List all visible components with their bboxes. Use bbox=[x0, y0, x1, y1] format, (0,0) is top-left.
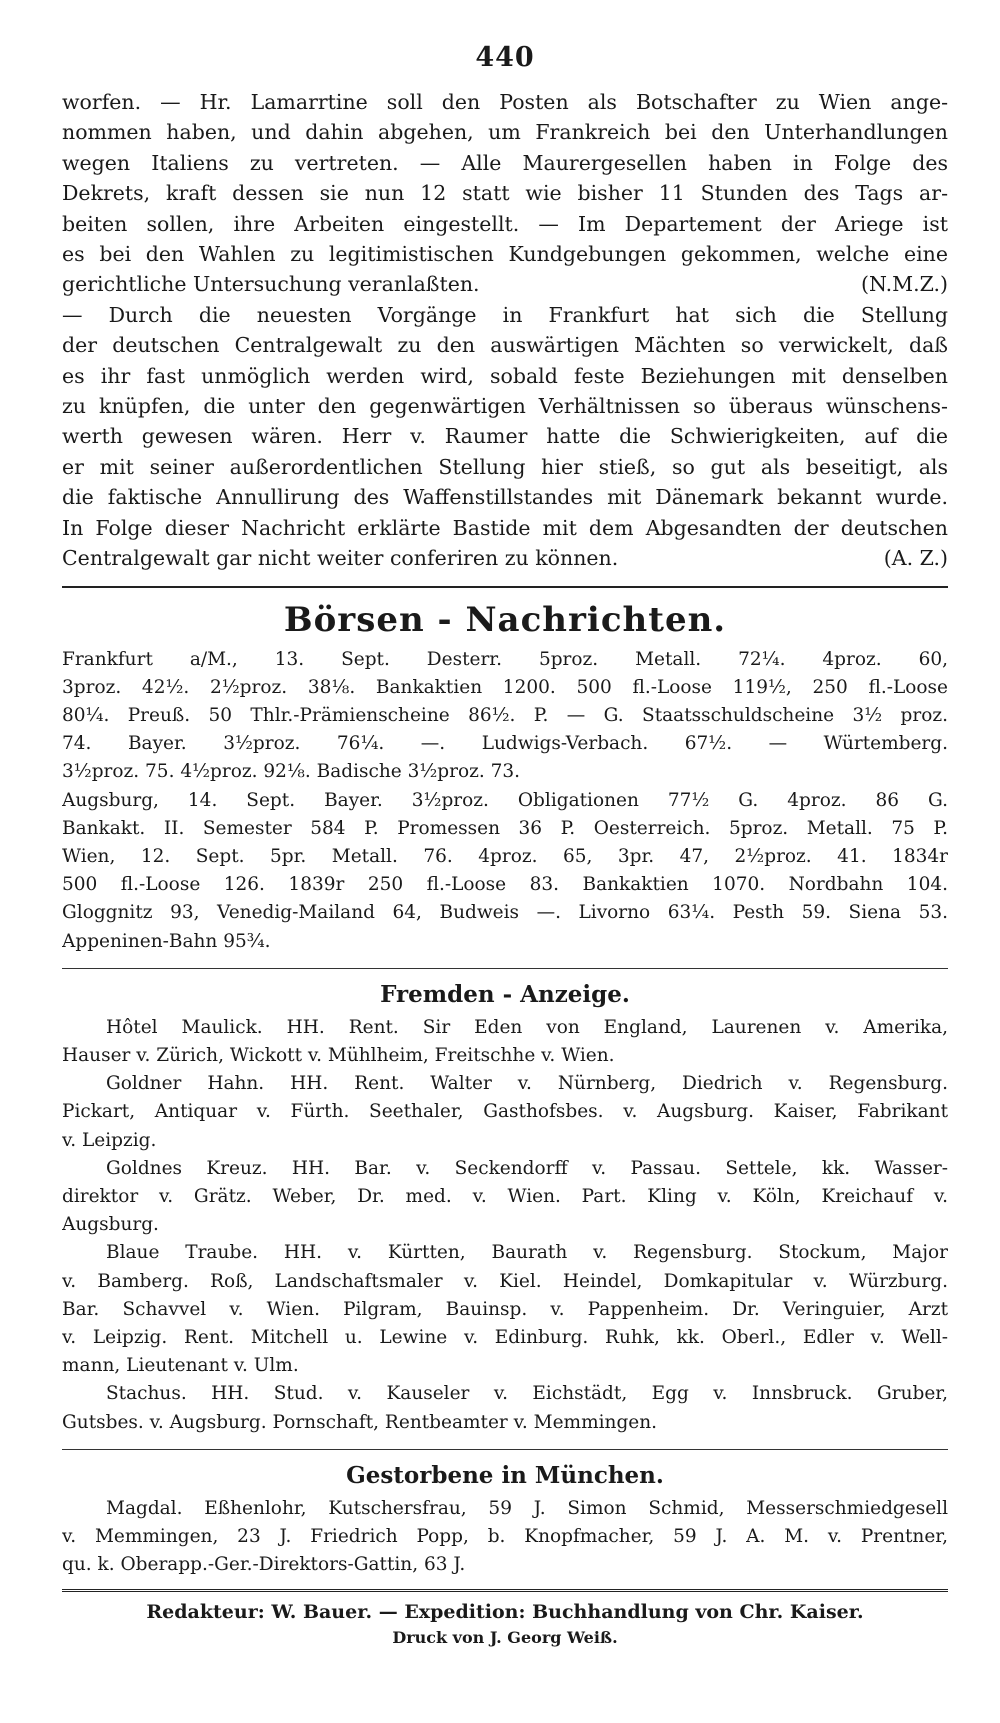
fremden-line: Hôtel Maulick. HH. Rent. Sir Eden von England, Laurenen v. Amerika, bbox=[106, 1016, 948, 1038]
article-line: wegen Italiens zu vertreten. — Alle Maurergesellen haben in Folge des bbox=[62, 150, 948, 175]
boersen-line: Augsburg, 14. Sept. Bayer. 3½proz. Obligationen 77½ G. 4proz. 86 G. bbox=[62, 789, 948, 811]
page-number: 440 bbox=[475, 42, 535, 73]
article-line-with-source bbox=[62, 543, 948, 573]
fremden-body bbox=[62, 1014, 948, 1437]
section-divider bbox=[62, 1449, 948, 1450]
article-line: nommen haben, und dahin abgehen, um Frankreich bei den Unterhandlungen bbox=[62, 120, 948, 145]
gestorbene-body bbox=[62, 1495, 948, 1580]
boersen-line: Frankfurt a/M., 13. Sept. Desterr. 5proz. Metall. 72¼. 4proz. 60, bbox=[62, 648, 948, 670]
boersen-line: 3proz. 42½. 2½proz. 38⅛. Bankaktien 1200. 500 fl.-Loose 119½, 250 fl.-Loose bbox=[62, 676, 948, 698]
footer-redakteur: Redakteur: W. Bauer. — Expedition: Buchhandlung von Chr. Kaiser. bbox=[146, 1601, 864, 1624]
article-line: die faktische Annullirung des Waffenstillstandes mit Dänemark bekannt wurde. bbox=[62, 485, 948, 510]
boersen-line: Gloggnitz 93, Venedig-Mailand 64, Budweis —. Livorno 63¼. Pesth 59. Siena 53. bbox=[62, 902, 948, 924]
article-line: er mit seiner außerordentlichen Stellung hier stieß, so gut als beseitigt, als bbox=[62, 454, 948, 479]
article-line: In Folge dieser Nachricht erklärte Bastide mit dem Abgesandten der deutschen bbox=[62, 515, 948, 540]
fremden-line: Goldner Hahn. HH. Rent. Walter v. Nürnberg, Diedrich v. Regensburg. bbox=[106, 1073, 948, 1095]
gestorbene-line: qu. k. Oberapp.-Ger.-Direktors-Gattin, 63 J. bbox=[62, 1554, 466, 1576]
fremden-line: Bar. Schavvel v. Wien. Pilgram, Bauinsp. v. Pappenheim. Dr. Veringuier, Arzt bbox=[62, 1298, 948, 1320]
fremden-line: v. Leipzig. Rent. Mitchell u. Lewine v. Edinburg. Ruhk, kk. Oberl., Edler v. Well- bbox=[62, 1326, 948, 1348]
fremden-line: Gutsbes. v. Augsburg. Pornschaft, Rentbeamter v. Memmingen. bbox=[62, 1411, 658, 1433]
gestorbene-line: v. Memmingen, 23 J. Friedrich Popp, b. Knopfmacher, 59 J. A. M. v. Prentner, bbox=[62, 1525, 948, 1547]
article-line: Centralgewalt gar nicht weiter conferiren zu können. bbox=[62, 546, 619, 571]
fremden-line: mann, Lieutenant v. Ulm. bbox=[62, 1355, 299, 1377]
article-line: der deutschen Centralgewalt zu den auswärtigen Mächten so verwickelt, daß bbox=[62, 333, 948, 358]
fremden-line: Pickart, Antiquar v. Fürth. Seethaler, Gasthofsbes. v. Augsburg. Kaiser, Fabrikant bbox=[62, 1101, 948, 1123]
article-line: es ihr fast unmöglich werden wird, sobald feste Beziehungen mit denselben bbox=[62, 363, 948, 388]
fremden-line: Stachus. HH. Stud. v. Kauseler v. Eichstädt, Egg v. Innsbruck. Gruber, bbox=[106, 1383, 948, 1405]
boersen-body bbox=[62, 646, 948, 956]
section-divider bbox=[62, 968, 948, 969]
gestorbene-title: Gestorbene in München. bbox=[346, 1461, 664, 1489]
boersen-line: Appeninen-Bahn 95¾. bbox=[62, 930, 271, 952]
article-line: gerichtliche Untersuchung veranlaßten. bbox=[62, 272, 480, 297]
fremden-line: Hauser v. Zürich, Wickott v. Mühlheim, Freitschhe v. Wien. bbox=[62, 1044, 615, 1066]
fremden-title: Fremden - Anzeige. bbox=[380, 980, 630, 1008]
fremden-line: direktor v. Grätz. Weber, Dr. med. v. Wien. Part. Kling v. Köln, Kreichauf v. bbox=[62, 1185, 948, 1207]
footer-druck: Druck von J. Georg Weiß. bbox=[392, 1628, 618, 1648]
fremden-line: Augsburg. bbox=[62, 1214, 159, 1236]
footer-divider bbox=[62, 1589, 948, 1592]
source-citation: (A. Z.) bbox=[883, 546, 948, 571]
boersen-line: Wien, 12. Sept. 5pr. Metall. 76. 4proz. 65, 3pr. 47, 2½proz. 41. 1834r bbox=[62, 845, 948, 867]
section-divider bbox=[62, 586, 948, 588]
boersen-line: Bankakt. II. Semester 584 P. Promessen 36 P. Oesterreich. 5proz. Metall. 75 P. bbox=[62, 817, 948, 839]
boersen-line: 74. Bayer. 3½proz. 76¼. —. Ludwigs-Verbach. 67½. — Würtemberg. bbox=[62, 733, 948, 755]
boersen-line: 500 fl.-Loose 126. 1839r 250 fl.-Loose 83. Bankaktien 1070. Nordbahn 104. bbox=[62, 874, 948, 896]
article-body bbox=[62, 87, 948, 574]
article-line: es bei den Wahlen zu legitimistischen Kundgebungen gekommen, welche eine bbox=[62, 242, 948, 267]
gestorbene-line: Magdal. Eßhenlohr, Kutschersfrau, 59 J. Simon Schmid, Messerschmiedgesell bbox=[106, 1497, 948, 1519]
article-line: beiten sollen, ihre Arbeiten eingestellt. — Im Departement der Ariege ist bbox=[62, 211, 948, 236]
fremden-line: Goldnes Kreuz. HH. Bar. v. Seckendorff v. Passau. Settele, kk. Wasser- bbox=[106, 1157, 948, 1179]
fremden-line: v. Bamberg. Roß, Landschaftsmaler v. Kiel. Heindel, Domkapitular v. Würzburg. bbox=[62, 1270, 948, 1292]
article-line: worfen. — Hr. Lamarrtine soll den Posten als Botschafter zu Wien ange- bbox=[62, 90, 948, 114]
article-line: werth gewesen wären. Herr v. Raumer hatte die Schwierigkeiten, auf die bbox=[62, 424, 948, 449]
boersen-line: 3½proz. 75. 4½proz. 92⅛. Badische 3½proz. 73. bbox=[62, 761, 521, 783]
fremden-line: Blaue Traube. HH. v. Kürtten, Baurath v. Regensburg. Stockum, Major bbox=[106, 1242, 948, 1264]
article-line: zu knüpfen, die unter den gegenwärtigen Verhältnissen so überaus wünschens- bbox=[62, 394, 948, 419]
fremden-line: v. Leipzig. bbox=[62, 1129, 157, 1151]
boersen-line: 80¼. Preuß. 50 Thlr.-Prämienscheine 86½. P. — G. Staatsschuldscheine 3½ proz. bbox=[62, 704, 948, 726]
article-line-with-source bbox=[62, 269, 948, 299]
source-citation: (N.M.Z.) bbox=[860, 272, 948, 297]
boersen-title: Börsen - Nachrichten. bbox=[283, 599, 727, 640]
article-line: — Durch die neuesten Vorgänge in Frankfurt hat sich die Stellung bbox=[62, 302, 948, 327]
article-line: Dekrets, kraft dessen sie nun 12 statt wie bisher 11 Stunden des Tags ar- bbox=[62, 181, 948, 206]
